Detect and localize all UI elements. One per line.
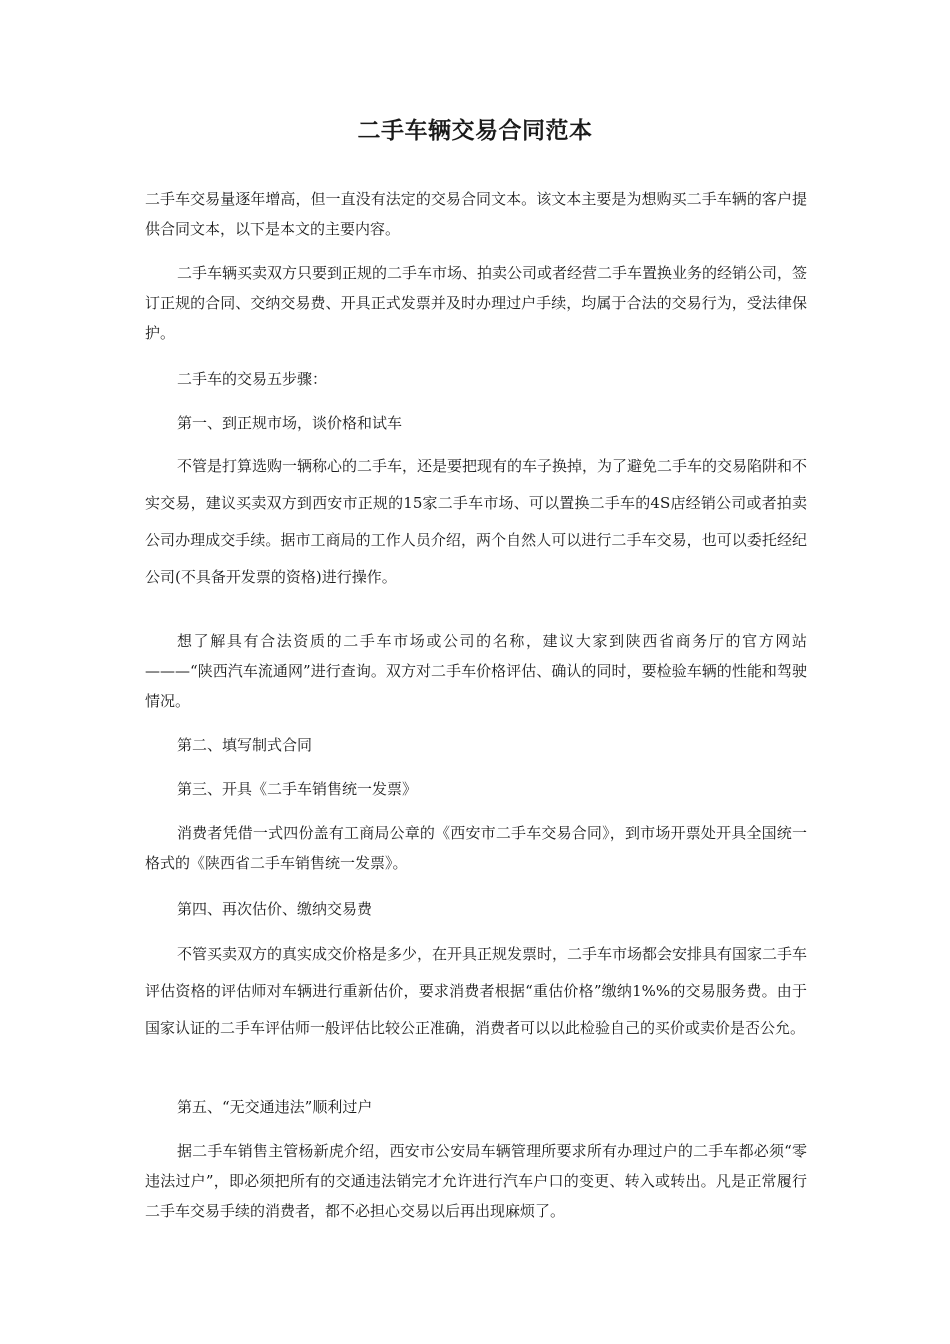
paragraph-intro: 二手车交易量逐年增高，但一直没有法定的交易合同文本。该文本主要是为想购买二手车辆的客户提供合同文本，以下是本文的主要内容。	[145, 190, 807, 238]
paragraph-five-steps-heading: 二手车的交易五步骤：	[177, 370, 328, 388]
document-title: 二手车辆交易合同范本	[357, 118, 593, 144]
step-two-heading: 第二、填写制式合同	[177, 736, 313, 754]
paragraph-legal-trading: 二手车辆买卖双方只要到正规的二手车市场、拍卖公司或者经营二手车置换业务的经销公司，签订正规的合同、交纳交易费、开具正式发票并及时办理过户手续，均属于合法的交易行为，受法律保护。	[145, 264, 808, 342]
paragraph-step-five-detail: 据二手车销售主管杨新虎介绍，西安市公安局车辆管理所要求所有办理过户的二手车都必须“零违法过户”，即必须把所有的交通违法销完才允许进行汽车户口的变更、转入或转出。凡是正常履行二手车交易手续的消费者，都不必担心交易以后再出现麻烦了。	[145, 1142, 807, 1220]
step-three-heading: 第三、开具《二手车销售统一发票》	[177, 780, 418, 798]
step-five-heading: 第五、“无交通违法”顺利过户	[177, 1098, 373, 1116]
paragraph-step-one-inquiry: 想了解具有合法资质的二手车市场或公司的名称，建议大家到陕西省商务厅的官方网站———“陕西汽车流通网”进行查询。双方对二手车价格评估、确认的同时，要检验车辆的性能和驾驶情况。	[145, 632, 807, 710]
paragraph-step-four-detail: 不管买卖双方的真实成交价格是多少，在开具正规发票时，二手车市场都会安排具有国家二手车评估资格的评估师对车辆进行重新估价，要求消费者根据“重估价格”缴纳1%%的交易服务费。由于国家认证的二手车评估师一般评估比较公正准确，消费者可以以此检验自己的买价或卖价是否公允。	[145, 945, 808, 1037]
step-one-heading: 第一、到正规市场，谈价格和试车	[177, 414, 403, 432]
paragraph-step-one-detail: 不管是打算选购一辆称心的二手车，还是要把现有的车子换掉，为了避免二手车的交易陷阱和不实交易，建议买卖双方到西安市正规的15家二手车市场、可以置换二手车的4S店经销公司或者拍卖公司办理成交手续。据市工商局的工作人员介绍，两个自然人可以进行二手车交易，也可以委托经纪公司(不具备开发票的资格)进行操作。	[145, 457, 808, 586]
step-four-heading: 第四、再次估价、缴纳交易费	[177, 900, 373, 918]
paragraph-step-three-detail: 消费者凭借一式四份盖有工商局公章的《西安市二手车交易合同》，到市场开票处开具全国统一格式的《陕西省二手车销售统一发票》。	[145, 824, 807, 872]
